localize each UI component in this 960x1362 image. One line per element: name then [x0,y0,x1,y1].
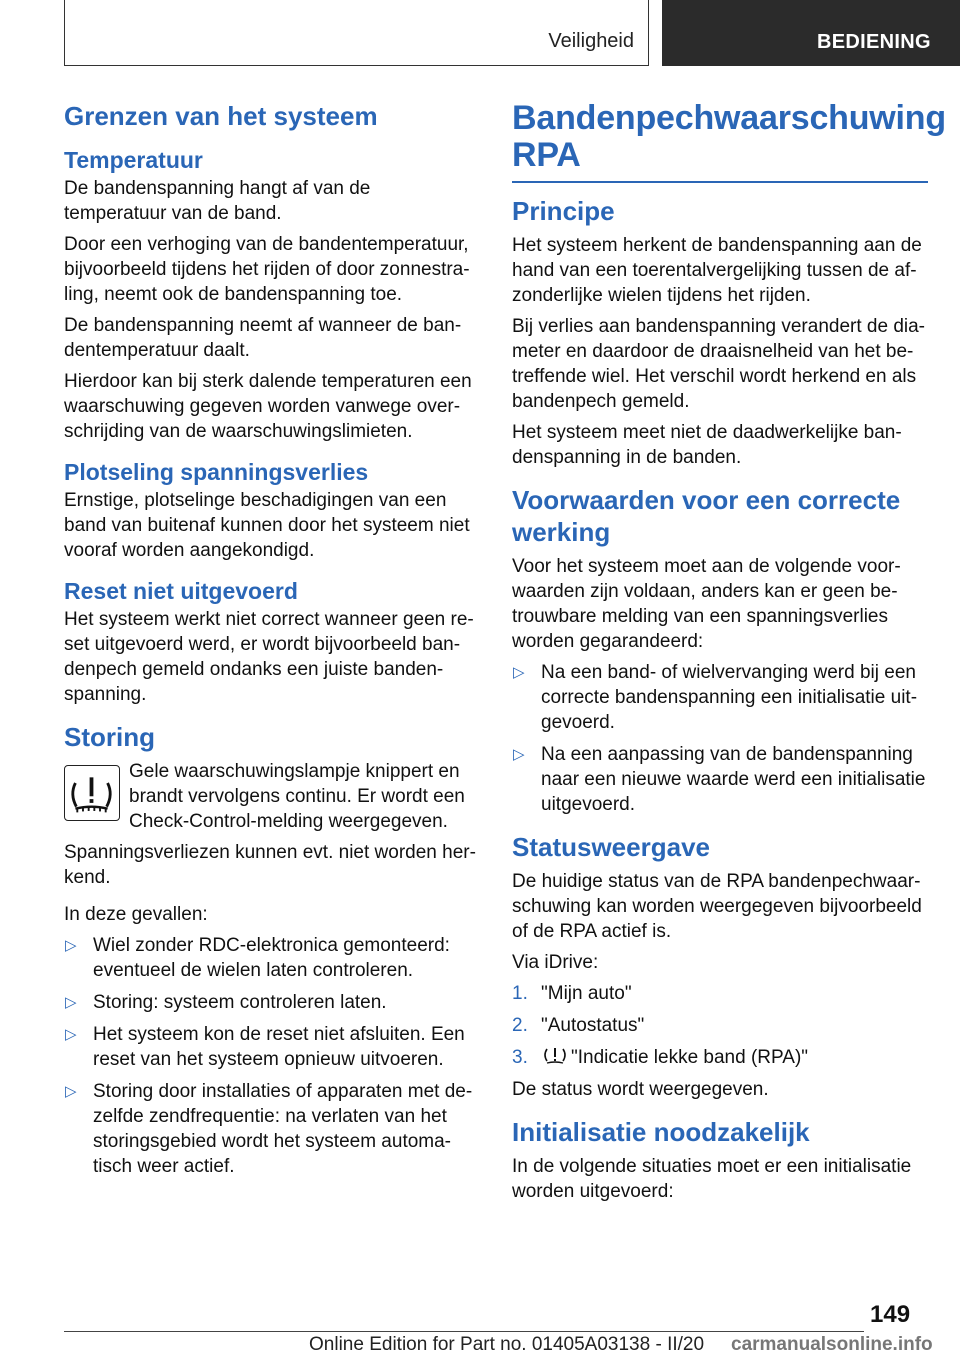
page-header [0,0,960,66]
heading-status-display: Statusweergave [512,832,710,862]
paragraph: Hierdoor kan bij sterk dalende temperaturen een waarschuwing gegeven worden vanwege over-schrijding van de waarschuwingslimieten. [64,371,472,442]
warning-lamp-block [64,759,478,834]
page-number: 149 [870,1301,911,1328]
paragraph: In deze gevallen: [64,904,208,925]
paragraph: Het systeem herkent de bandenspanning aan de hand van een toerentalvergelijking tussen de af-zonderlijke wielen tijdens het rijden. [512,235,922,306]
footer-edition-text: Online Edition for Part no. 01405A03138 - II/20 [309,1334,705,1355]
header-section-title: Veiligheid [548,30,634,52]
heading-temperature: Temperatuur [64,147,203,173]
triangle-bullet-icon: ▷ [65,1026,77,1043]
paragraph: De status wordt weergegeven. [512,1079,769,1100]
triangle-bullet-icon: ▷ [513,746,525,763]
paragraph: Ernstige, plotselinge beschadigingen van een band van buitenaf kunnen door het systeem niet vooraf worden aangekondigd. [64,490,470,561]
list-item: ▷ Na een band- of wielvervanging werd bij een correcte bandenspanning een initialisatie uit-gevoerd. [513,662,918,733]
heading-requirements: Voorwaarden voor een correcte werking [512,485,901,547]
heading-fault: Storing [64,722,155,752]
triangle-bullet-icon: ▷ [65,994,77,1011]
heading-initialization-required: Initialisatie noodzakelijk [512,1117,810,1147]
title-divider [512,181,928,183]
paragraph: De huidige status van de RPA bandenpechwaar-schuwing kan worden weergegeven bijvoorbeeld of de RPA actief is. [512,871,922,942]
paragraph: Via iDrive: [512,952,599,973]
heading-sudden-pressure-loss: Plotseling spanningsverlies [64,459,369,485]
paragraph: Bij verlies aan bandenspanning verandert de dia-meter en daardoor de draaisnelheid van het be-treffende wiel. Het verschil wordt herkend en als bandenpech gemeld. [512,316,925,412]
list-item: 3. "Indicatie lekke band (RPA)" [512,1047,809,1068]
fault-cases-list [64,933,478,1179]
heading-principle: Principe [512,196,615,226]
triangle-bullet-icon: ▷ [65,937,77,954]
paragraph: Gele waarschuwingslampje knippert en brandt vervolgens continu. Er wordt een Check-Control-melding weergegeven. [129,761,465,832]
paragraph: Spanningsverliezen kunnen evt. niet worden her-kend. [64,842,476,888]
paragraph: De bandenspanning neemt af wanneer de ban-dentemperatuur daalt. [64,315,462,361]
tire-pressure-warning-icon [64,765,120,821]
idrive-steps-list [512,981,928,1070]
tire-warning-icon [541,1046,571,1066]
paragraph: Door een verhoging van de bandentemperatuur, bijvoorbeeld tijdens het rijden of door zonnestra-ling, neemt ook de bandenspanning toe. [64,234,470,305]
left-column [64,100,478,1186]
requirements-list [512,660,928,817]
paragraph: Het systeem werkt niet correct wanneer geen re-set uitgevoerd werd, er wordt bijvoorbeeld ban-denpech gemeld ondanks een juiste banden-spanning. [64,609,474,705]
watermark: carmanualsonline.info [731,1334,933,1355]
list-item: 2. "Autostatus" [512,1015,645,1036]
heading-system-limits: Grenzen van het systeem [64,101,378,131]
header-chapter-tab [662,0,960,66]
list-item: ▷ Storing: systeem controleren laten. [65,992,387,1013]
header-chapter-label: BEDIENING [817,31,931,53]
footer-rule [64,1331,864,1332]
list-item: ▷ Wiel zonder RDC-elektronica gemonteerd: eventueel de wielen laten controleren. [65,935,450,981]
triangle-bullet-icon: ▷ [65,1083,77,1100]
paragraph: In de volgende situaties moet er een initialisatie worden uitgevoerd: [512,1156,912,1202]
heading-reset-not-performed: Reset niet uitgevoerd [64,578,298,604]
paragraph: De bandenspanning hangt af van de temperatuur van de band. [64,178,371,224]
list-item: ▷ Na een aanpassing van de bandenspanning naar een nieuwe waarde werd een initialisatie uitgevoerd. [513,744,926,815]
triangle-bullet-icon: ▷ [513,664,525,681]
list-item: 1. "Mijn auto" [512,983,632,1004]
paragraph: Het systeem meet niet de daadwerkelijke ban-denspanning in de banden. [512,422,902,468]
list-item: ▷ Het systeem kon de reset niet afsluiten. Een reset van het systeem opnieuw uitvoeren. [65,1024,465,1070]
paragraph: Voor het systeem moet aan de volgende voor-waarden zijn voldaan, anders kan er geen be-trouwbare melding van een spanningsverlies worden gegarandeerd: [512,556,901,652]
page-title: Bandenpechwaarschuwing RPA [512,99,946,174]
right-column [512,99,946,1210]
list-item: ▷ Storing door installaties of apparaten met de-zelfde zendfrequentie: na verlaten van het storingsgebied wordt het systeem automa-tisch weer actief. [65,1081,473,1177]
